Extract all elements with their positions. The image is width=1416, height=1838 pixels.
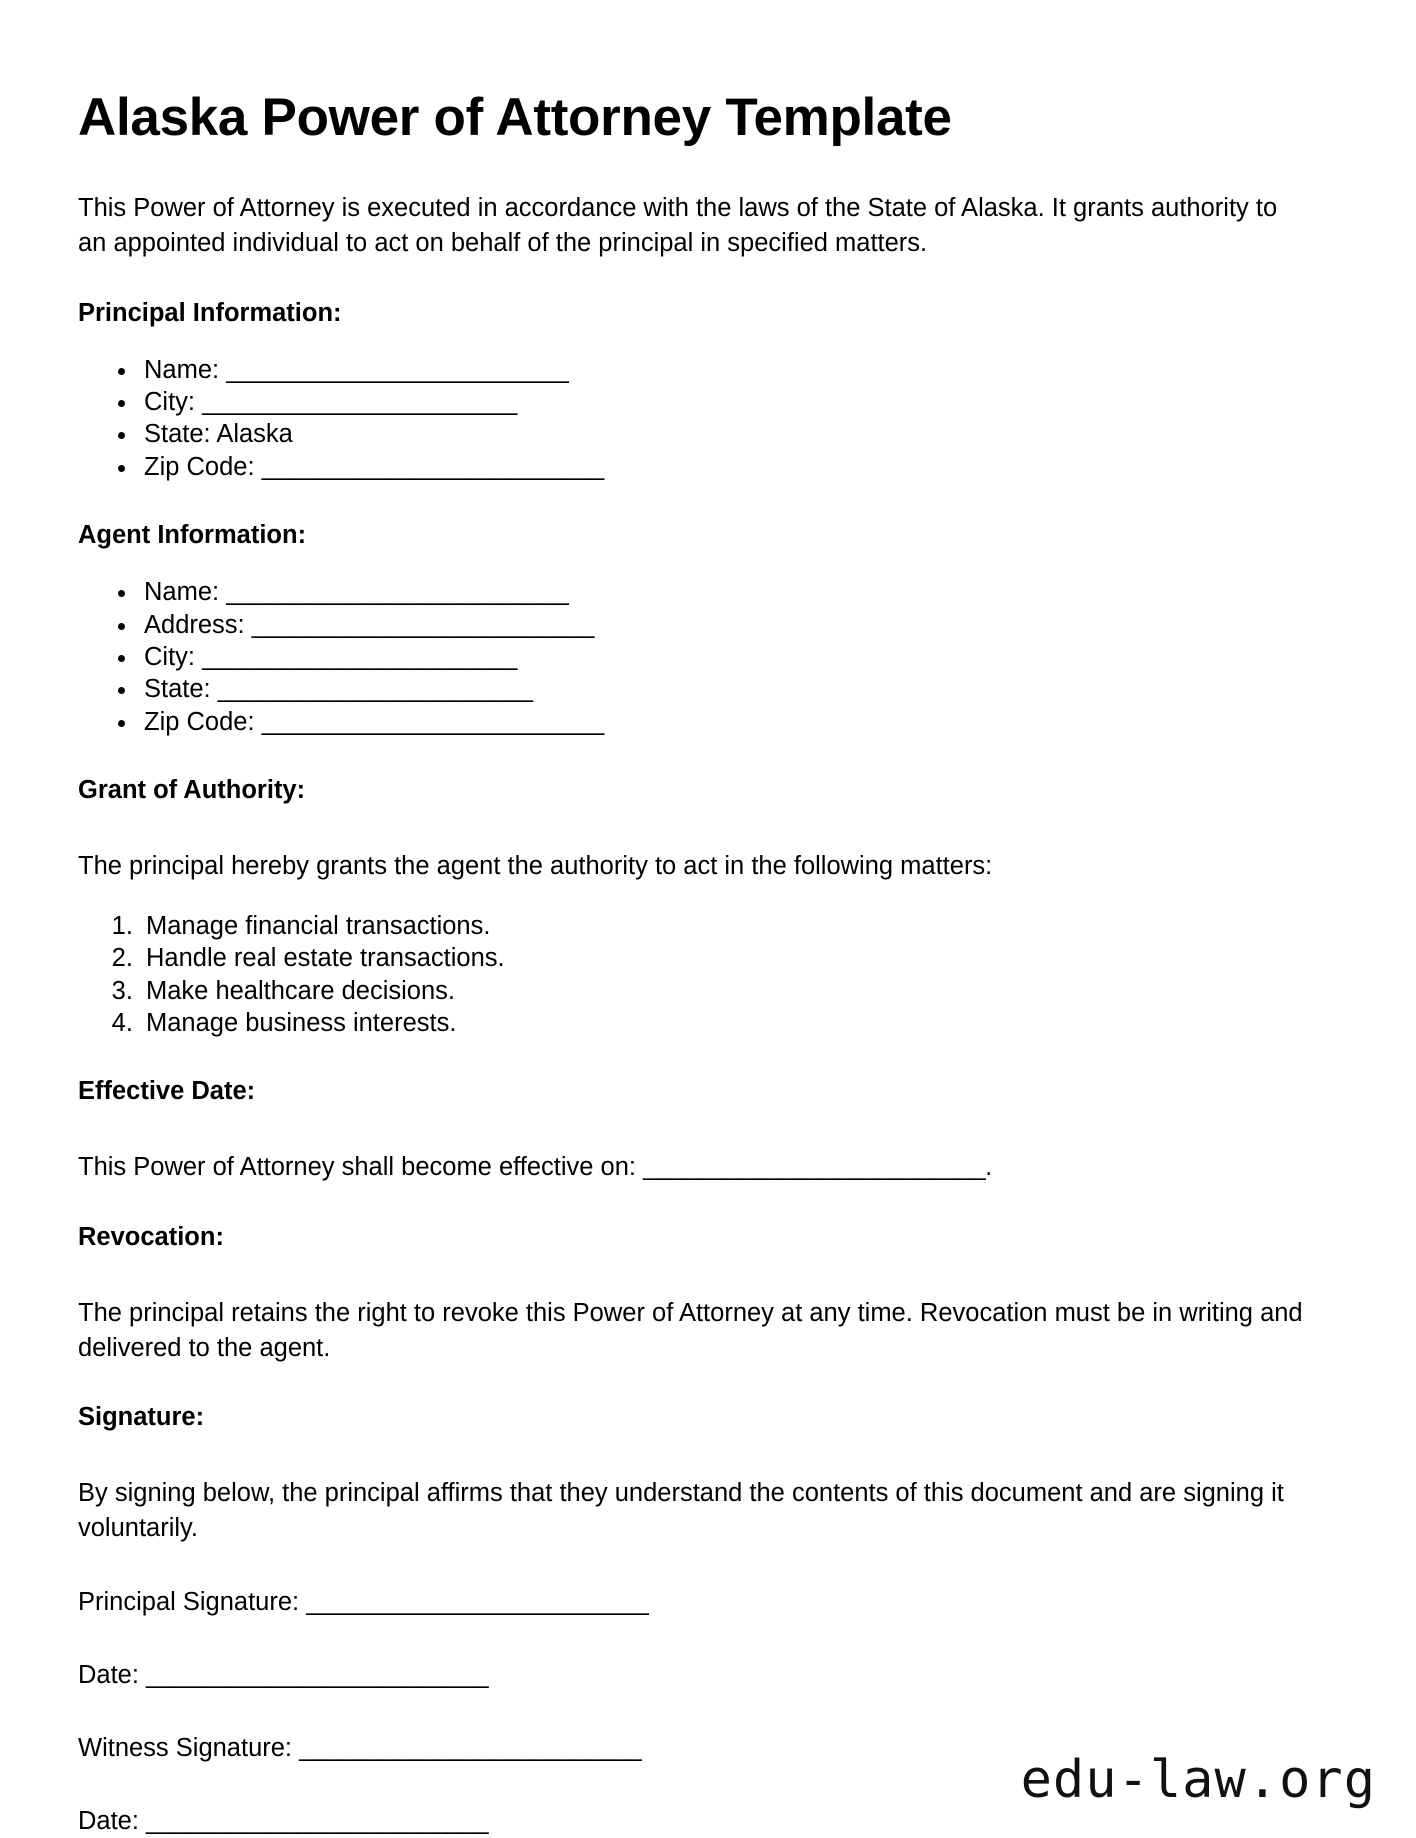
field-blank[interactable]: _________________________ (261, 707, 604, 736)
field-label: Zip Code: (144, 707, 255, 736)
field-blank[interactable]: _________________________ (251, 610, 594, 639)
site-watermark: edu-law.org (1020, 1750, 1376, 1810)
field-label: Address: (144, 610, 245, 639)
effective-date-terminator: . (985, 1153, 993, 1182)
principal-date-field (78, 1659, 1326, 1692)
field-label: State: (144, 675, 211, 704)
list-item: 1. Manage financial transactions. (140, 910, 1326, 942)
field-label: City: (144, 642, 195, 671)
field-blank[interactable]: _______________________ (202, 388, 517, 417)
page-title: Alaska Power of Attorney Template (78, 88, 952, 147)
field-label: Principal Signature: (78, 1587, 300, 1616)
intro-paragraph: This Power of Attorney is executed in accordance with the laws of the State of Alaska. It grants authority to an appointed individual to act on behalf of the principal in specified matters. (78, 194, 1278, 258)
revocation-heading: Revocation: (78, 1222, 224, 1251)
principal-information-list (78, 354, 1326, 484)
field-label: State: (144, 420, 211, 449)
granted-powers-list (78, 910, 1326, 1040)
list-item (138, 673, 1326, 705)
field-value: Alaska (216, 420, 293, 449)
field-blank[interactable]: _________________________ (299, 1733, 642, 1762)
list-item (138, 418, 1326, 450)
field-blank[interactable]: _________________________ (226, 355, 569, 384)
field-label: Date: (78, 1660, 139, 1689)
principal-information-heading: Principal Information: (78, 298, 342, 327)
field-label: City: (144, 388, 195, 417)
list-item (138, 576, 1326, 608)
list-item (138, 641, 1326, 673)
field-label: Name: (144, 578, 220, 607)
field-blank[interactable]: _________________________ (146, 1807, 489, 1836)
list-item (138, 609, 1326, 641)
field-label: Name: (144, 355, 220, 384)
signature-heading: Signature: (78, 1403, 205, 1432)
list-item: 2. Handle real estate transactions. (140, 942, 1326, 974)
list-item: 4. Manage business interests. (140, 1007, 1326, 1039)
field-blank[interactable]: _______________________ (217, 675, 533, 704)
list-item: 3. Make healthcare decisions. (140, 975, 1326, 1007)
effective-date-line (78, 1150, 1308, 1185)
field-label: Witness Signature: (78, 1733, 293, 1762)
effective-date-blank[interactable]: _________________________ (643, 1153, 986, 1182)
revocation-body: The principal retains the right to revoke this Power of Attorney at any time. Revocation must be in writing and delivered to the agent. (78, 1298, 1303, 1362)
principal-signature-field (78, 1586, 1326, 1619)
list-item (138, 706, 1326, 738)
list-item (138, 451, 1326, 483)
list-item (138, 386, 1326, 418)
grant-of-authority-heading: Grant of Authority: (78, 776, 306, 805)
field-blank[interactable]: _________________________ (306, 1587, 649, 1616)
field-blank[interactable]: _________________________ (226, 578, 569, 607)
field-label: Zip Code: (144, 452, 255, 481)
effective-date-label: This Power of Attorney shall become effective on: (78, 1153, 636, 1182)
grant-of-authority-intro: The principal hereby grants the agent the authority to act in the following matters: (78, 852, 993, 881)
effective-date-heading: Effective Date: (78, 1077, 256, 1106)
field-blank[interactable]: _________________________ (261, 452, 604, 481)
list-item (138, 354, 1326, 386)
agent-information-heading: Agent Information: (78, 521, 307, 550)
signature-body: By signing below, the principal affirms that they understand the contents of this document and are signing it voluntarily. (78, 1479, 1284, 1542)
field-blank[interactable]: _________________________ (146, 1660, 489, 1689)
field-blank[interactable]: _______________________ (202, 642, 517, 671)
agent-information-list (78, 576, 1326, 738)
field-label: Date: (78, 1807, 139, 1836)
